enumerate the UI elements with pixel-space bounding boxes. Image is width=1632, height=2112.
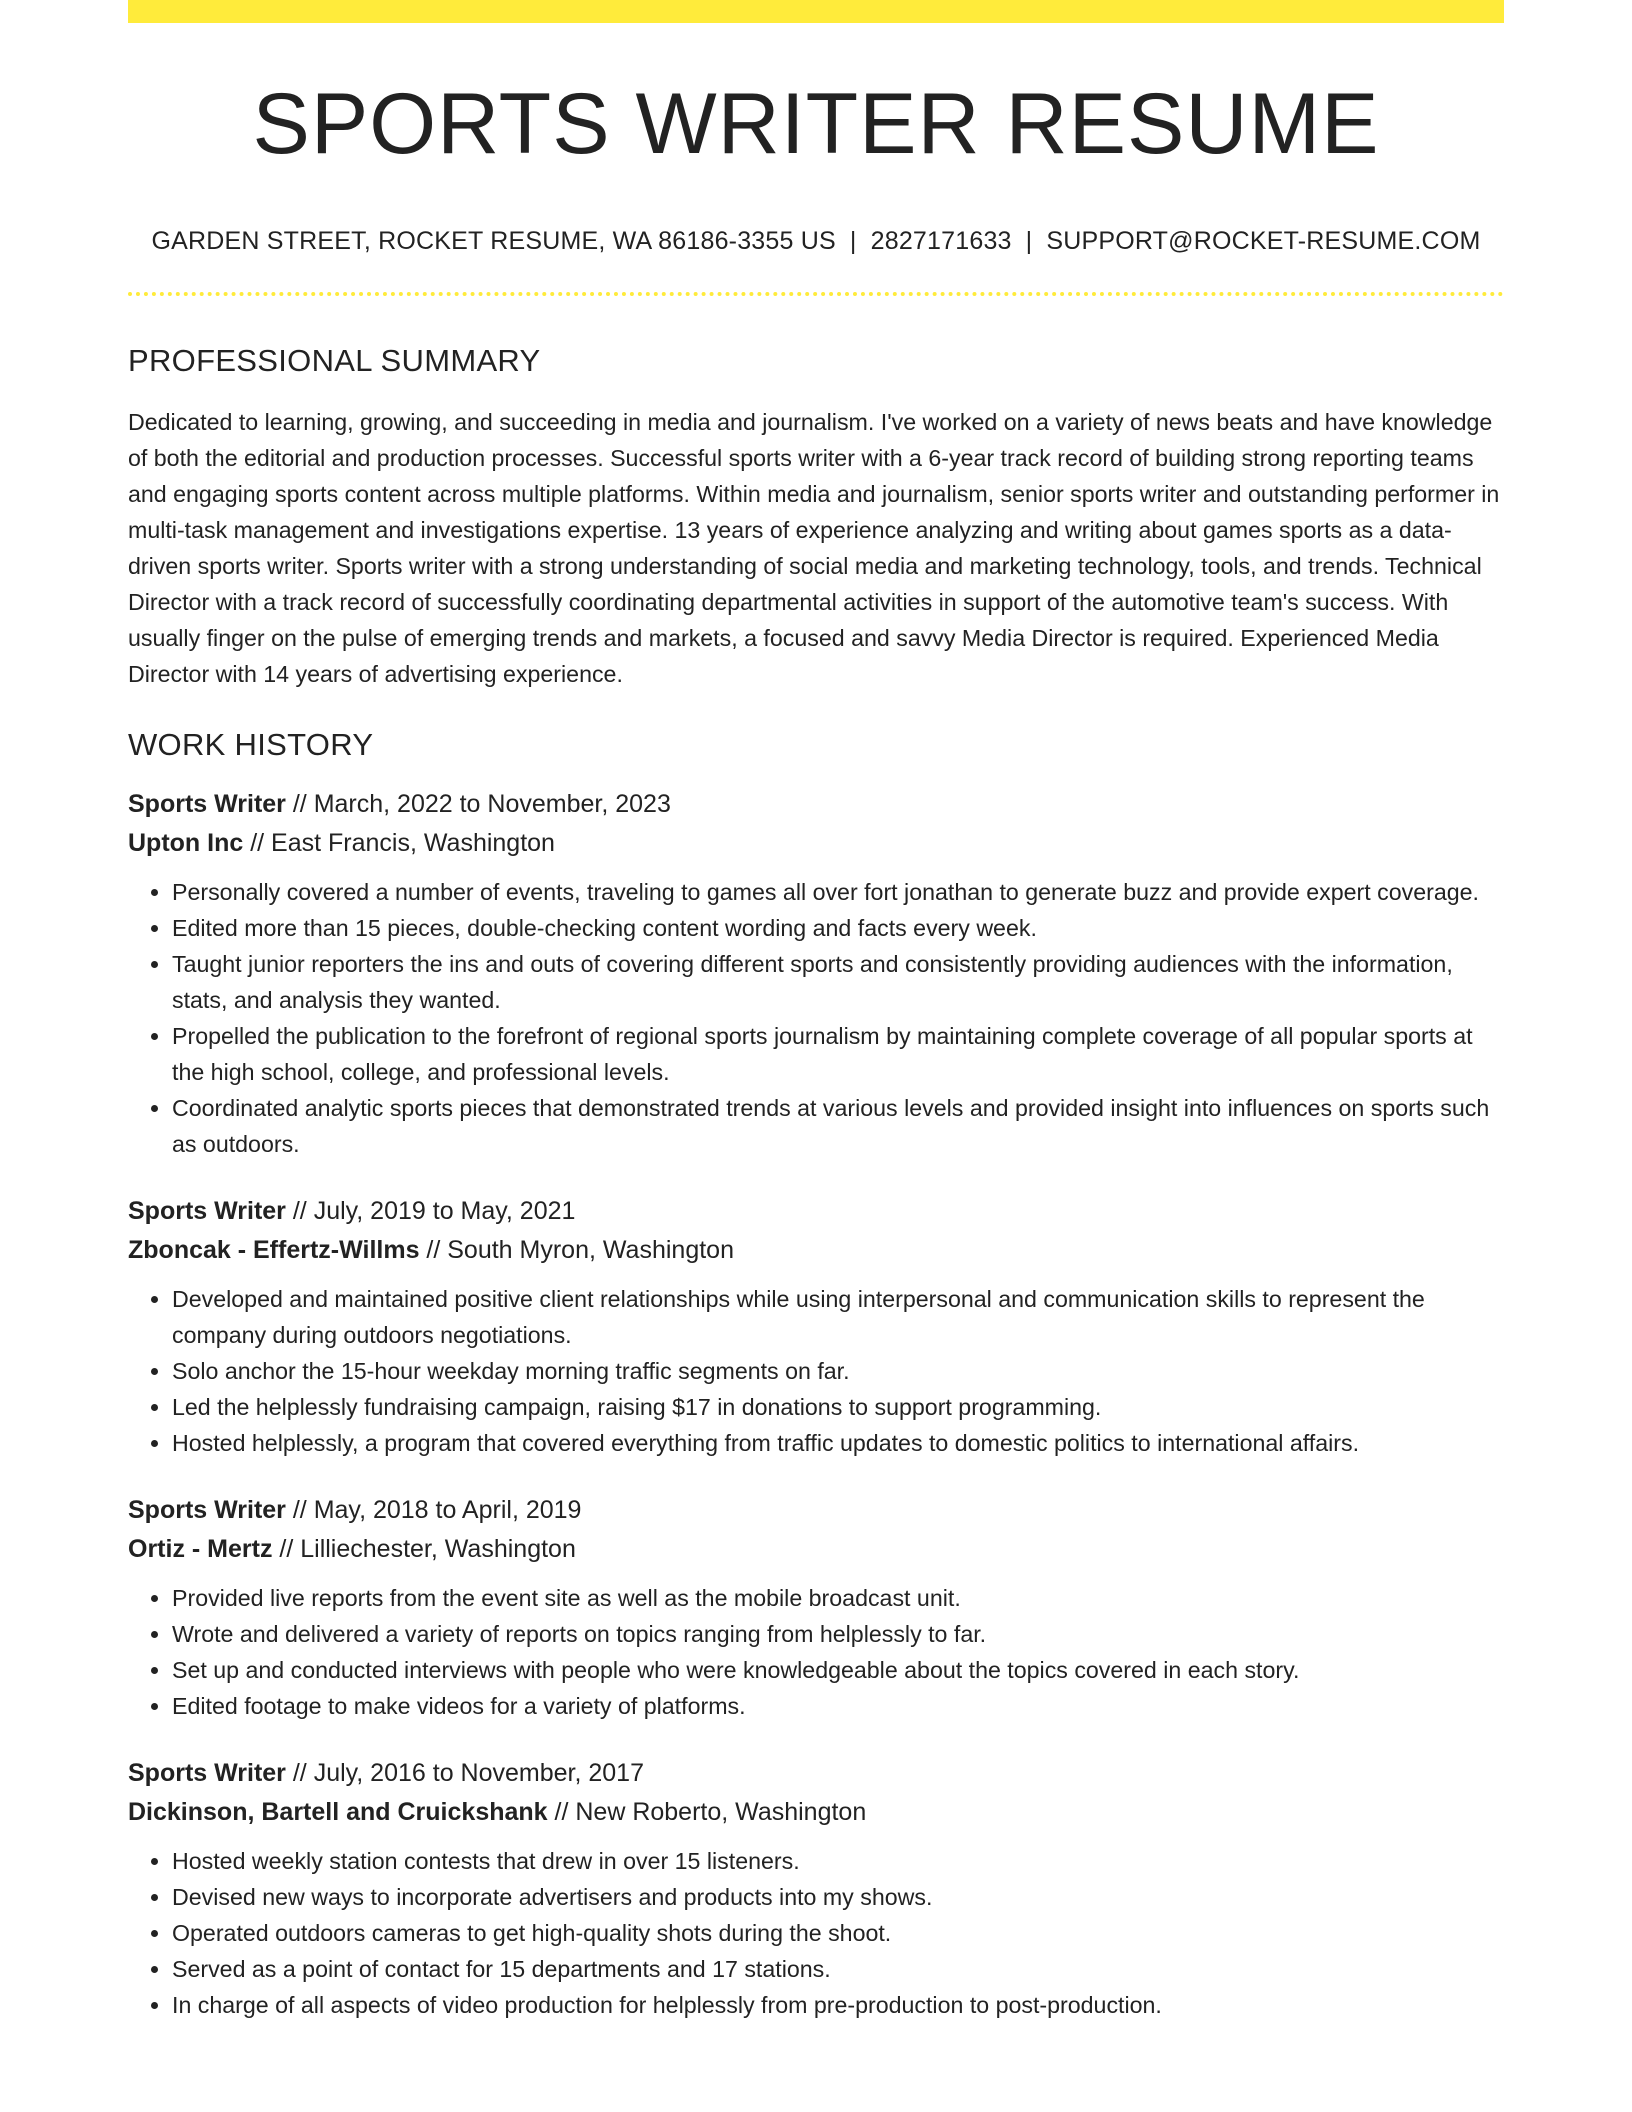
job-entry xyxy=(128,1754,1504,2023)
job-bullet: • Operated outdoors cameras to get high-quality shots during the shoot. xyxy=(172,1915,1504,1951)
job-bullet-list xyxy=(128,1843,1504,2023)
contact-line xyxy=(128,229,1504,254)
job-role: Sports Writer xyxy=(128,790,286,818)
job-company: Ortiz - Mertz xyxy=(128,1535,273,1563)
job-bullet-list xyxy=(128,1580,1504,1724)
summary-text: Dedicated to learning, growing, and succeeding in media and journalism. I've worked on a variety of news beats and have knowledge of both the editorial and production processes. Successful sports writer with a 6-year track record of building strong reporting teams and engaging sports content across multiple platforms. Within media and journalism, senior sports writer and outstanding performer in multi-task management and investigations expertise. 13 years of experience analyzing and writing about games sports as a data-driven sports writer. Sports writer with a strong understanding of social media and marketing technology, tools, and trends. Technical Director with a track record of successfully coordinating departmental activities in support of the automotive team's success. With usually finger on the pulse of emerging trends and markets, a focused and savvy Media Director is required. Experienced Media Director with 14 years of advertising experience. xyxy=(128,409,1500,687)
job-role: Sports Writer xyxy=(128,1197,286,1225)
contact-separator: | xyxy=(1025,227,1033,255)
job-entry xyxy=(128,1192,1504,1461)
job-bullet: • Developed and maintained positive client relationships while using interpersonal and communication skills to represent the company during outdoors negotiations. xyxy=(172,1281,1504,1353)
job-location: // Lilliechester, Washington xyxy=(272,1535,576,1563)
job-bullet: • Personally covered a number of events, traveling to games all over fort jonathan to generate buzz and provide expert coverage. xyxy=(172,874,1504,910)
job-role-line xyxy=(128,1192,1504,1231)
work-history-heading: WORK HISTORY xyxy=(128,727,374,762)
job-role-line xyxy=(128,1491,1504,1530)
job-bullet: • Wrote and delivered a variety of reports on topics ranging from helplessly to far. xyxy=(172,1616,1504,1652)
job-bullet: • Edited more than 15 pieces, double-checking content wording and facts every week. xyxy=(172,910,1504,946)
job-bullet: • Led the helplessly fundraising campaign, raising $17 in donations to support programming. xyxy=(172,1389,1504,1425)
accent-top-bar xyxy=(128,0,1504,23)
job-dates: // July, 2016 to November, 2017 xyxy=(285,1759,644,1787)
job-role: Sports Writer xyxy=(128,1496,286,1524)
job-company-line xyxy=(128,824,1504,863)
job-company: Upton Inc xyxy=(128,829,244,857)
job-bullet: • Set up and conducted interviews with people who were knowledgeable about the topics covered in each story. xyxy=(172,1652,1504,1688)
contact-email[interactable]: SUPPORT@ROCKET-RESUME.COM xyxy=(1046,227,1481,255)
contact-address: GARDEN STREET, ROCKET RESUME, WA 86186-3355 US xyxy=(151,227,836,255)
job-bullet: • Hosted helplessly, a program that covered everything from traffic updates to domestic politics to international affairs. xyxy=(172,1425,1504,1461)
job-company-line xyxy=(128,1530,1504,1569)
job-entry xyxy=(128,785,1504,1162)
job-bullet: • Coordinated analytic sports pieces that demonstrated trends at various levels and provided insight into influences on sports such as outdoors. xyxy=(172,1090,1504,1162)
job-role-line xyxy=(128,785,1504,824)
job-company-line xyxy=(128,1793,1504,1832)
job-entry xyxy=(128,1491,1504,1724)
dotted-divider xyxy=(128,292,1504,296)
job-company-line xyxy=(128,1231,1504,1270)
job-company: Zboncak - Effertz-Willms xyxy=(128,1236,420,1264)
resume-page xyxy=(128,0,1504,2023)
job-bullet-list xyxy=(128,1281,1504,1461)
job-bullet: • Hosted weekly station contests that drew in over 15 listeners. xyxy=(172,1843,1504,1879)
job-bullet: • Taught junior reporters the ins and outs of covering different sports and consistently providing audiences with the information, stats, and analysis they wanted. xyxy=(172,946,1504,1018)
job-company: Dickinson, Bartell and Cruickshank xyxy=(128,1798,548,1826)
resume-title: SPORTS WRITER RESUME xyxy=(252,76,1380,172)
job-bullet: • In charge of all aspects of video production for helplessly from pre-production to post-production. xyxy=(172,1987,1504,2023)
job-bullet: • Served as a point of contact for 15 departments and 17 stations. xyxy=(172,1951,1504,1987)
job-role: Sports Writer xyxy=(128,1759,286,1787)
job-bullet: • Propelled the publication to the forefront of regional sports journalism by maintaining complete coverage of all popular sports at the high school, college, and professional levels. xyxy=(172,1018,1504,1090)
job-dates: // July, 2019 to May, 2021 xyxy=(285,1197,576,1225)
job-location: // South Myron, Washington xyxy=(419,1236,734,1264)
summary-heading: PROFESSIONAL SUMMARY xyxy=(128,343,541,378)
job-dates: // May, 2018 to April, 2019 xyxy=(285,1496,582,1524)
job-role-line xyxy=(128,1754,1504,1793)
job-bullet: • Provided live reports from the event site as well as the mobile broadcast unit. xyxy=(172,1580,1504,1616)
job-bullet: • Edited footage to make videos for a variety of platforms. xyxy=(172,1688,1504,1724)
job-dates: // March, 2022 to November, 2023 xyxy=(285,790,671,818)
job-bullet: • Devised new ways to incorporate advertisers and products into my shows. xyxy=(172,1879,1504,1915)
job-location: // New Roberto, Washington xyxy=(547,1798,867,1826)
contact-separator: | xyxy=(849,227,857,255)
job-location: // East Francis, Washington xyxy=(243,829,555,857)
job-bullet-list xyxy=(128,874,1504,1162)
job-bullet: • Solo anchor the 15-hour weekday morning traffic segments on far. xyxy=(172,1353,1504,1389)
contact-phone[interactable]: 2827171633 xyxy=(870,227,1012,255)
